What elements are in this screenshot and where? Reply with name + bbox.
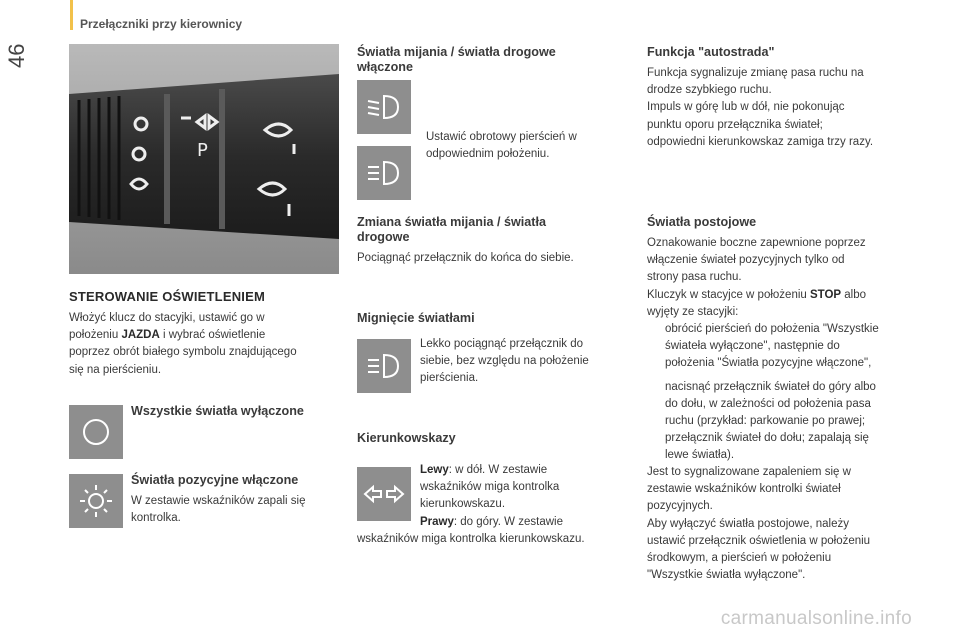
text-line: środkowym, a pierścień w położeniu [647, 552, 832, 565]
left-indicator-text [420, 462, 563, 531]
dipped-beam-icon [364, 92, 404, 122]
main-beam-icon-box [357, 146, 411, 200]
text-segment: włączenie świateł pozycyjnych tylko od [647, 254, 845, 267]
title-line: Światła mijania / światła drogowe [357, 45, 556, 59]
text-line: siebie, bez względu na położenie [420, 355, 589, 368]
position-line: W zestawie wskaźników zapali się [131, 495, 306, 507]
indicators-title: Kierunkowskazy [357, 431, 456, 445]
text-line: odpowiednim położeniu. [426, 148, 550, 161]
text-line: pozycyjnych. [647, 500, 713, 513]
autostrada-title: Funkcja "autostrada" [647, 45, 775, 59]
text-segment: Kluczyk w stacyjce w położeniu [647, 288, 810, 301]
text-line: ruchu (przykład: parkowanie po prawej; [665, 415, 866, 428]
flash-title: Mignięcie światłami [357, 311, 475, 325]
parking-bullets [647, 321, 922, 471]
stalk-illustration [69, 44, 339, 274]
text-line: przełącznik świateł do dołu; zapalają się [665, 432, 869, 445]
text-segment: wyjęty ze stacyjki: [647, 305, 739, 318]
turn-signal-icon-box [357, 467, 411, 521]
text-segment: się na pierścieniu. [69, 363, 162, 376]
all-off-icon-box [69, 405, 123, 459]
text-line: : w dół. W zestawie [448, 464, 548, 476]
parking-text [647, 235, 866, 321]
autostrada-text [647, 65, 873, 151]
page-number: 46 [4, 43, 29, 68]
text-line [69, 327, 344, 344]
text-segment: Oznakowanie boczne zapewnione poprzez [647, 237, 866, 249]
text-line [647, 252, 866, 269]
change-text: Pociągnąć przełącznik do końca do siebie. [357, 252, 574, 264]
text-segment: poprzez obrót białego symbolu znajdującego [69, 346, 297, 359]
main-beam-icon [364, 158, 404, 188]
text-line: wskaźników miga kontrolka [420, 481, 560, 494]
text-line [69, 344, 344, 361]
right-indicator-text: wskaźników miga kontrolka kierunkowskazu. [357, 533, 585, 545]
text-line: kierunkowskazu. [420, 498, 506, 511]
all-off-title: Wszystkie światła wyłączone [131, 404, 304, 418]
bullet-item [647, 321, 922, 373]
text-line: zestawie wskaźników kontrolki świateł [647, 483, 841, 496]
intro-paragraph [69, 310, 344, 379]
main-beam-icon [364, 351, 404, 381]
text-segment: Włożyć klucz do stacyjki, ustawić go w [69, 312, 265, 324]
text-line: położenia "Światła pozycyjne włączone", [665, 357, 872, 370]
text-line: Aby wyłączyć światła postojowe, należy [647, 517, 849, 530]
ring-off-icon [78, 414, 114, 450]
text-line: Lekko pociągnąć przełącznik do [420, 338, 584, 350]
text-line: świateła wyłączone", następnie do [665, 340, 840, 353]
text-line: odpowiedni kierunkowskaz zamiga trzy razy. [647, 135, 874, 148]
position-title: Światła pozycyjne włączone [131, 473, 299, 487]
text-segment: albo [841, 288, 867, 301]
text-line: lewe światła). [665, 449, 735, 462]
text-line: "Wszystkie światła wyłączone". [647, 569, 806, 582]
right-label: Prawy [420, 515, 454, 528]
dipped-beam-icon-box [357, 80, 411, 134]
chapter-title: Przełączniki przy kierownicy [80, 17, 243, 31]
text-line: pierścienia. [420, 372, 479, 385]
text-line: : do góry. W zestawie [453, 515, 563, 528]
bullet-item [647, 379, 922, 465]
text-line: do dołu, w zależności od położenia pasa [665, 397, 871, 410]
text-line: obrócić pierścień do położenia "Wszystkie [665, 323, 879, 335]
text-line [69, 362, 344, 379]
title-line: włączone [357, 60, 413, 74]
title-line: Zmiana światła mijania / światła [357, 215, 546, 229]
watermark: carmanualsonline.info [720, 608, 912, 629]
text-line: ustawić przełącznik oświetlenia w położeniu [647, 534, 871, 547]
bold-term: STOP [809, 288, 842, 301]
text-line [647, 269, 866, 286]
section-title: STEROWANIE OŚWIETLENIEM [69, 289, 265, 304]
dipped-main-text [426, 129, 577, 163]
left-label: Lewy [420, 464, 449, 476]
text-line: drodze szybkiego ruchu. [647, 84, 772, 97]
text-line: Impuls w górę lub w dół, nie pokonując [647, 101, 845, 114]
bold-term: JAZDA [121, 329, 160, 342]
flash-text [420, 336, 589, 388]
text-line: Funkcja sygnalizuje zmianę pasa ruchu na [647, 67, 864, 79]
header-accent-bar [70, 0, 73, 30]
position-lamp-icon-box [69, 474, 123, 528]
parking-outro [647, 464, 870, 584]
dipped-main-title [357, 45, 556, 75]
text-line: Jest to sygnalizowane zapaleniem się w [647, 466, 851, 478]
lighting-stalk-photo [69, 44, 339, 274]
text-line [647, 287, 866, 304]
text-segment: i wybrać oświetlenie [159, 329, 266, 342]
turn-signal-icon [362, 482, 406, 506]
text-line: nacisnąć przełącznik świateł do góry albo [665, 380, 876, 393]
position-line: kontrolka. [131, 512, 181, 525]
change-title [357, 215, 546, 245]
parking-title: Światła postojowe [647, 215, 757, 229]
flash-icon-box [357, 339, 411, 393]
text-line [69, 310, 344, 327]
position-text [131, 493, 305, 527]
text-line: Ustawić obrotowy pierścień w [426, 131, 577, 143]
text-segment: położeniu [69, 329, 122, 342]
text-line [647, 304, 866, 321]
text-line [647, 235, 866, 252]
text-line: punktu oporu przełącznika świateł; [647, 118, 823, 131]
title-line: drogowe [357, 230, 410, 244]
text-segment: strony pasa ruchu. [647, 271, 742, 284]
svg-text:P: P [197, 140, 208, 161]
position-lamp-icon [76, 481, 116, 521]
